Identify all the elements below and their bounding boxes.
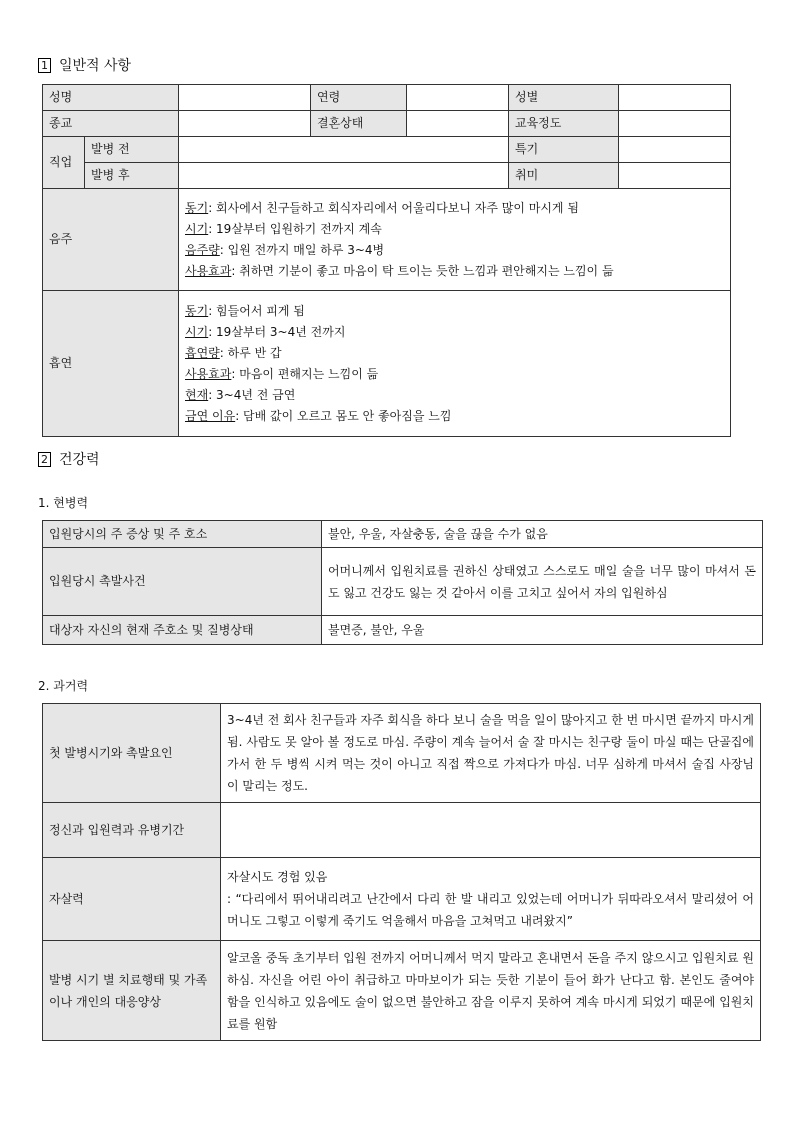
present-row-label: 대상자 자신의 현재 주호소 및 질병상태 [43,616,322,645]
job-label: 직업 [43,137,85,189]
special-value [619,137,731,163]
present-illness-table [42,520,763,645]
past-history-title: 2. 과거력 [38,679,89,693]
present-row-label: 입원당시 촉발사건 [43,548,322,616]
suicide-history-line: 자살시도 경험 있음 [227,870,328,884]
religion-value [179,111,311,137]
past-history-table [42,703,761,1041]
past-row-label: 발병 시기 별 치료행태 및 가족이나 개인의 대응양상 [43,941,221,1041]
smoking-details [179,291,731,437]
suicide-history-quote: : “다리에서 뛰어내리려고 난간에서 다리 한 발 내리고 있었는데 어머니가 뒤따라오셔서 말리셨어 어머니도 그렇고 이렇게 죽기도 억울해서 마음을 고쳐먹고 내려왔지” [227,892,754,928]
section-2-title: 건강력 [59,452,100,468]
general-info-table [42,84,731,437]
past-row-label: 첫 발병시기와 촉발요인 [43,704,221,803]
smoking-line: 금연 이유: 담배 값이 오르고 몸도 안 좋아짐을 느낌 [185,408,452,423]
sex-label: 성별 [509,85,619,111]
present-row-label: 입원당시의 주 증상 및 주 호소 [43,521,322,548]
smoking-line: 시기: 19살부터 3~4년 전까지 [185,324,346,339]
education-value [619,111,731,137]
past-row-value: 3~4년 전 회사 친구들과 자주 회식을 하다 보니 술을 먹을 일이 많아지고 한 번 마시면 끝까지 마시게 됨. 사람도 못 알아 볼 정도로 마심. 주량이 계속 늘어서 술 잘 마시는 친구랑 둘이 마실 때는 단골집에 가서 한 두 병씩 시켜 먹는 것이 아니고 직접 짝으로 가져다가 마심. 너무 심하게 마셔서 술집 사장님이 말리는 정도. [221,704,761,803]
present-row-value: 어머니께서 입원치료를 권하신 상태였고 스스로도 매일 술을 너무 많이 마셔서 돈도 잃고 건강도 잃는 것 같아서 이를 고치고 싶어서 자의 입원하심 [322,548,763,616]
section-2-heading [38,449,100,469]
hobby-label: 취미 [509,163,619,189]
past-row-value: 알코올 중독 초기부터 입원 전까지 어머니께서 먹지 말라고 혼내면서 돈을 주지 않으시고 입원치료 원하심. 자신을 어린 아이 취급하고 마마보이가 되는 듯한 기분이 들어 화가 난다고 함. 본인도 줄여야 함을 인식하고 있음에도 술이 없으면 불안하고 잠을 이루지 못하여 계속 마시게 되었기 때문에 입원치료를 원함 [221,941,761,1041]
drinking-label: 음주 [43,189,179,291]
present-illness-title: 1. 현병력 [38,496,89,510]
job-before-value [179,137,509,163]
section-1-title: 일반적 사항 [59,58,132,74]
drinking-line: 동기: 회사에서 친구들하고 회식자리에서 어울리다보니 자주 많이 마시게 됨 [185,200,579,215]
section-2-number: 2 [38,452,51,467]
drinking-line: 사용효과: 취하면 기분이 좋고 마음이 탁 트이는 듯한 느낌과 편안해지는 느낌이 듦 [185,263,614,278]
smoking-line: 흡연량: 하루 반 갑 [185,345,282,360]
past-row-value [221,803,761,858]
past-row-label: 자살력 [43,858,221,941]
present-row-value: 불안, 우울, 자살충동, 술을 끊을 수가 없음 [322,521,763,548]
job-after-label: 발병 후 [85,163,179,189]
marital-value [407,111,509,137]
smoking-line: 사용효과: 마음이 편해지는 느낌이 듦 [185,366,379,381]
present-row-value: 불면증, 불안, 우울 [322,616,763,645]
education-label: 교육정도 [509,111,619,137]
section-1-number: 1 [38,58,51,73]
smoking-line: 현재: 3~4년 전 금연 [185,387,296,402]
name-value [179,85,311,111]
smoking-line: 동기: 힘들어서 피게 됨 [185,303,305,318]
drinking-details [179,189,731,291]
age-value [407,85,509,111]
sex-value [619,85,731,111]
marital-label: 결혼상태 [311,111,407,137]
job-after-value [179,163,509,189]
drinking-line: 시기: 19살부터 입원하기 전까지 계속 [185,221,382,236]
religion-label: 종교 [43,111,179,137]
job-before-label: 발병 전 [85,137,179,163]
smoking-label: 흡연 [43,291,179,437]
hobby-value [619,163,731,189]
drinking-line: 음주량: 입원 전까지 매일 하루 3~4병 [185,242,385,257]
special-label: 특기 [509,137,619,163]
age-label: 연령 [311,85,407,111]
past-row-value [221,858,761,941]
name-label: 성명 [43,85,179,111]
section-1-heading [38,55,131,75]
past-row-label: 정신과 입원력과 유병기간 [43,803,221,858]
